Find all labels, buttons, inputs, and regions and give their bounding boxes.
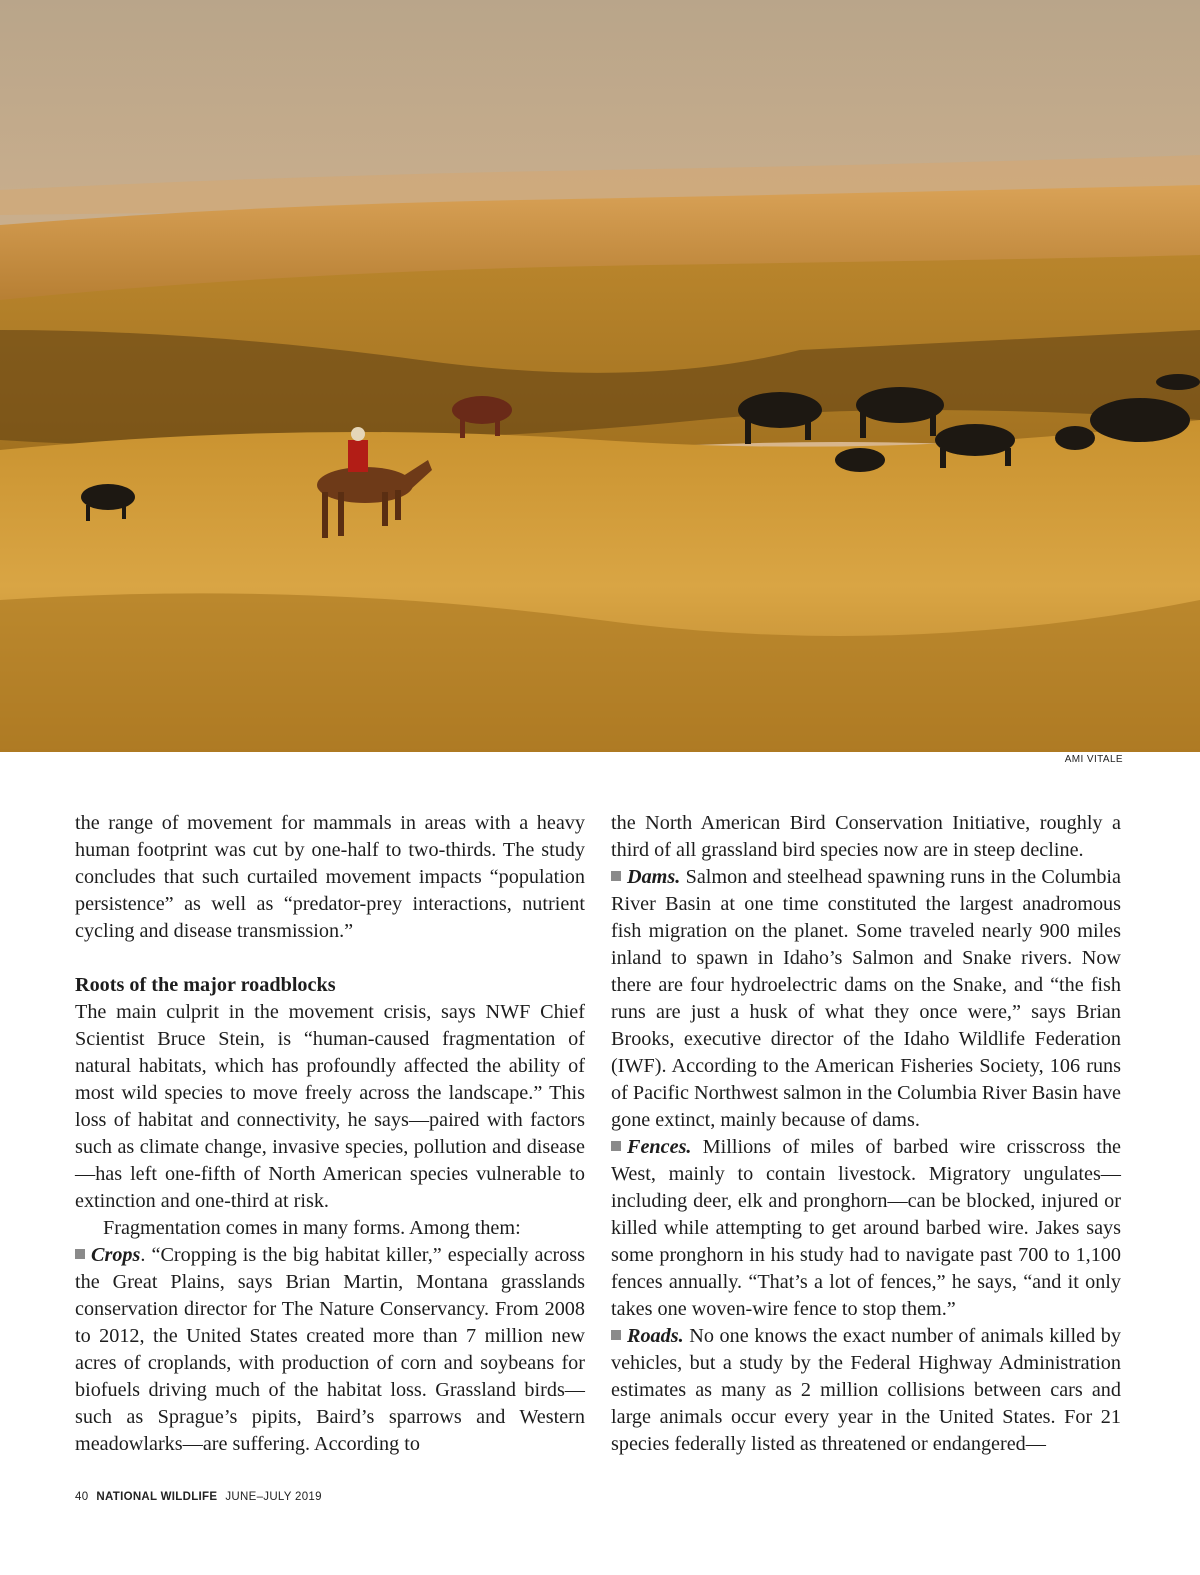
grassland-cattle-photo xyxy=(0,0,1200,752)
spacer xyxy=(75,945,585,972)
issue-date: JUNE–JULY 2019 xyxy=(225,1491,322,1503)
section-heading: Roots of the major roadblocks xyxy=(75,974,336,996)
article-column-left xyxy=(75,810,585,1458)
roads-lead: Roads. xyxy=(627,1325,684,1347)
body-paragraph: The main culprit in the movement crisis, says NWF Chief Scientist Bruce Stein, is “human-caused fragmentation of natural habitats, which has profoundly affected the ability of most wild species to move freely across the landscape.” This loss of habitat and connectivity, he says—paired with factors such as climate change, invasive species, pollution and disease—has left one-fifth of North American species vulnerable to extinction and one-third at risk. xyxy=(75,1001,585,1212)
square-bullet-icon xyxy=(611,871,621,881)
fences-paragraph xyxy=(611,1134,1121,1323)
dams-text: Salmon and steelhead spawning runs in the Columbia River Basin at one time constituted the largest anadromous fish migration on the planet. Some traveled nearly 900 miles inland to spawn in Idaho’s Salmon and Snake rivers. Now there are four hydroelectric dams on the Snake, and “the fish runs are just a husk of what they once were,” says Brian Brooks, executive director of the Idaho Wildlife Federation (IWF). According to the American Fisheries Society, 106 runs of Pacific Northwest salmon in the Columbia River Basin have gone extinct, mainly because of dams. xyxy=(611,866,1121,1131)
roads-paragraph xyxy=(611,1323,1121,1458)
article-column-right xyxy=(611,810,1121,1458)
hero-photo xyxy=(0,0,1200,752)
square-bullet-icon xyxy=(611,1330,621,1340)
intro-paragraph: the range of movement for mammals in areas with a heavy human footprint was cut by one-half to two-thirds. The study concludes that such curtailed movement impacts “population persistence” as well as “predator-prey interactions, nutrient cycling and disease transmission.” xyxy=(75,812,585,942)
magazine-name: NATIONAL WILDLIFE xyxy=(96,1491,218,1503)
square-bullet-icon xyxy=(611,1141,621,1151)
page-number: 40 xyxy=(75,1491,89,1503)
roads-text: No one knows the exact number of animals killed by vehicles, but a study by the Federal Highway Administration estimates as many as 2 million collisions between cars and large animals occur every year in the United States. For 21 species federally listed as threatened or endangered— xyxy=(611,1325,1121,1455)
dams-lead: Dams. xyxy=(627,866,681,888)
page-footer xyxy=(75,1491,322,1503)
photo-credit: AMI VITALE xyxy=(1064,754,1123,765)
fences-text: Millions of miles of barbed wire crisscross the West, mainly to contain livestock. Migratory ungulates—including deer, elk and pronghorn—can be blocked, injured or killed while attempting to get around barbed wire. Jakes says some pronghorn in his study had to navigate past 700 to 1,100 fences annually. “That’s a lot of fences,” he says, “and it only takes one woven-wire fence to stop them.” xyxy=(611,1136,1121,1320)
fences-lead: Fences. xyxy=(627,1136,692,1158)
dams-paragraph xyxy=(611,864,1121,1134)
body-paragraph: the North American Bird Conservation Initiative, roughly a third of all grassland bird species now are in steep decline. xyxy=(611,812,1121,861)
crops-text: . “Cropping is the big habitat killer,” especially across the Great Plains, says Brian Martin, Montana grasslands conservation director for The Nature Conservancy. From 2008 to 2012, the United States created more than 7 million new acres of croplands, with production of corn and soybeans for biofuels driving much of the habitat loss. Grassland birds—such as Sprague’s pipits, Baird’s sparrows and Western meadowlarks—are suffering. According to xyxy=(75,1244,585,1455)
body-paragraph: Fragmentation comes in many forms. Among them: xyxy=(103,1217,521,1239)
square-bullet-icon xyxy=(75,1249,85,1259)
crops-paragraph xyxy=(75,1242,585,1458)
crops-lead: Crops xyxy=(91,1244,141,1266)
